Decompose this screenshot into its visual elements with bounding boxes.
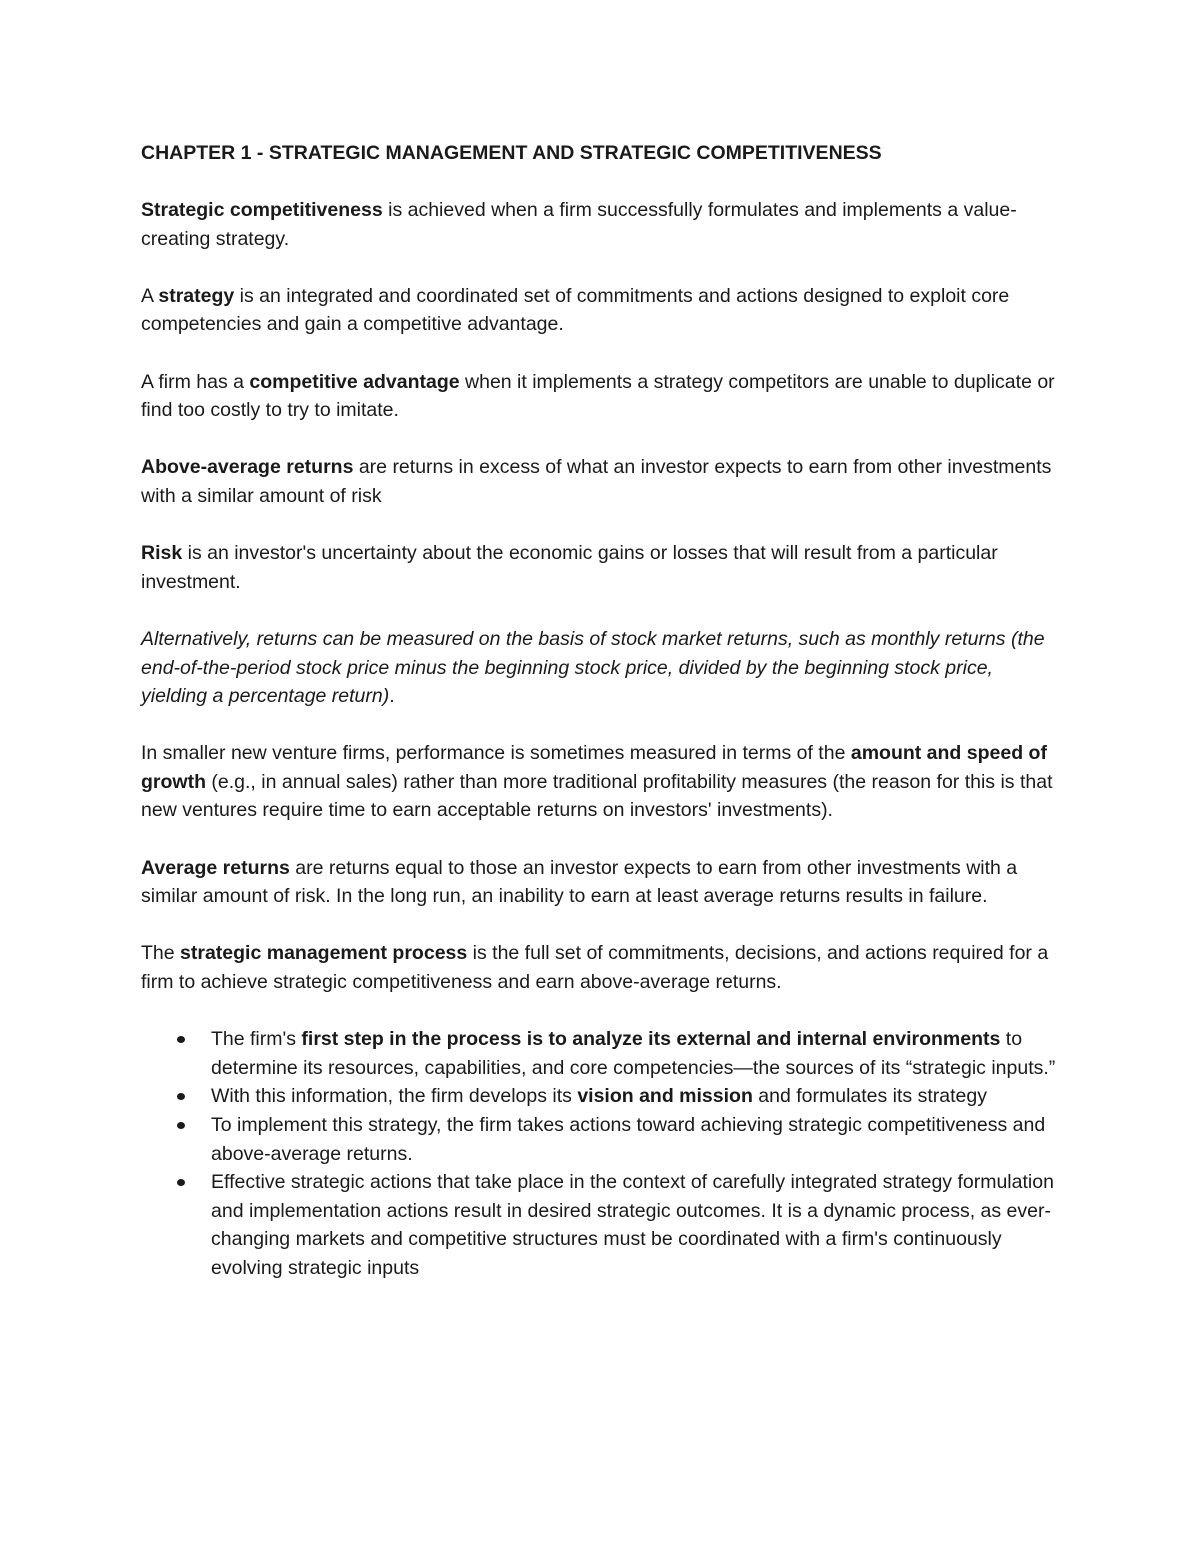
item-text: and formulates its strategy <box>752 1085 987 1108</box>
bullet-icon <box>177 1093 185 1100</box>
paragraph-stock-market-returns <box>141 625 1061 711</box>
paragraph-risk <box>141 539 1061 596</box>
definition-text: are returns equal to those an investor expects to earn from other investments with a similar amount of risk. In the long run, an inability to earn at least average returns results in failure. <box>141 856 1018 908</box>
definition-text: is an integrated and coordinated set of commitments and actions designed to exploit core competencies and gain a competitive advantage. <box>141 284 1010 336</box>
paragraph-competitive-advantage <box>141 368 1061 425</box>
definition-text: when it implements a strategy competitors are unable to duplicate or find too costly to try to imitate. <box>141 370 1055 422</box>
bold-text: vision and mission <box>577 1085 753 1108</box>
term-risk: Risk <box>141 542 183 565</box>
definition-text: (e.g., in annual sales) rather than more traditional profitability measures (the reason for this is that new ventures require time to earn acceptable returns on investors' investments). <box>141 770 1053 822</box>
paragraph-strategy <box>141 282 1061 339</box>
definition-text: are returns in excess of what an investor expects to earn from other investments with a similar amount of risk <box>141 456 1052 507</box>
term-above-average-returns: Above-average returns <box>141 456 354 479</box>
list-item <box>211 1111 1061 1168</box>
definition-text: is the full set of commitments, decisions, and actions required for a firm to achieve strategic competitiveness and earn above-average returns. <box>141 942 1049 994</box>
lead-text: The <box>141 942 181 965</box>
term-strategic-competitiveness: Strategic competitiveness <box>141 199 383 221</box>
lead-text: Effective strategic actions that take place in the context of carefully integrated strategy formulation and implementation actions result in desired strategic outcomes. It is a dynamic process, as ever-changing markets and competitive structures must be coordinated with a firm's continuously evolving strategic inputs <box>211 1171 1054 1279</box>
term-competitive-advantage: competitive advantage <box>249 370 460 393</box>
lead-text: In smaller new venture firms, performance is sometimes measured in terms of the <box>141 742 851 765</box>
lead-text: With this information, the firm develops its <box>211 1085 578 1108</box>
italic-text: Alternatively, returns can be measured on the basis of stock market returns, such as monthly returns (the end-of-the-period stock price minus the beginning stock price, divided by the beginning stock price, yielding a percentage return) <box>141 627 1045 708</box>
bold-text: first step in the process is to analyze its external and internal environments <box>301 1028 1001 1051</box>
bullet-icon <box>177 1122 185 1129</box>
list-item <box>211 1082 1061 1111</box>
term-strategic-management-process: strategic management process <box>180 942 468 965</box>
paragraph-strategic-competitiveness <box>141 196 1061 253</box>
bullet-icon <box>177 1036 185 1043</box>
list-item <box>211 1025 1061 1082</box>
definition-text: is an investor's uncertainty about the economic gains or losses that will result from a particular investment. <box>141 542 998 593</box>
term-strategy: strategy <box>158 284 235 307</box>
item-text: to determine its resources, capabilities, and core competencies—the sources of its “strategic inputs.” <box>211 1028 1056 1079</box>
document-page <box>141 138 1061 1283</box>
tail-text: . <box>389 685 395 708</box>
paragraph-average-returns <box>141 854 1061 911</box>
term-amount-and-speed-of-growth: amount and speed of growth <box>141 742 1047 793</box>
process-bullet-list <box>141 1025 1061 1282</box>
lead-text: To implement this strategy, the firm takes actions toward achieving strategic competitiveness and above-average returns. <box>211 1114 1046 1165</box>
lead-text: The firm's <box>211 1028 302 1051</box>
lead-text: A <box>141 284 159 307</box>
paragraph-strategic-management-process <box>141 939 1061 996</box>
paragraph-above-average-returns <box>141 453 1061 510</box>
chapter-title: CHAPTER 1 - STRATEGIC MANAGEMENT AND STRATEGIC COMPETITIVENESS <box>141 142 882 164</box>
list-item <box>211 1168 1061 1282</box>
bullet-icon <box>177 1179 185 1186</box>
lead-text: A firm has a <box>141 370 250 393</box>
definition-text: is achieved when a firm successfully formulates and implements a value-creating strategy. <box>141 199 1017 250</box>
paragraph-new-venture-firms <box>141 739 1061 825</box>
term-average-returns: Average returns <box>141 856 290 879</box>
